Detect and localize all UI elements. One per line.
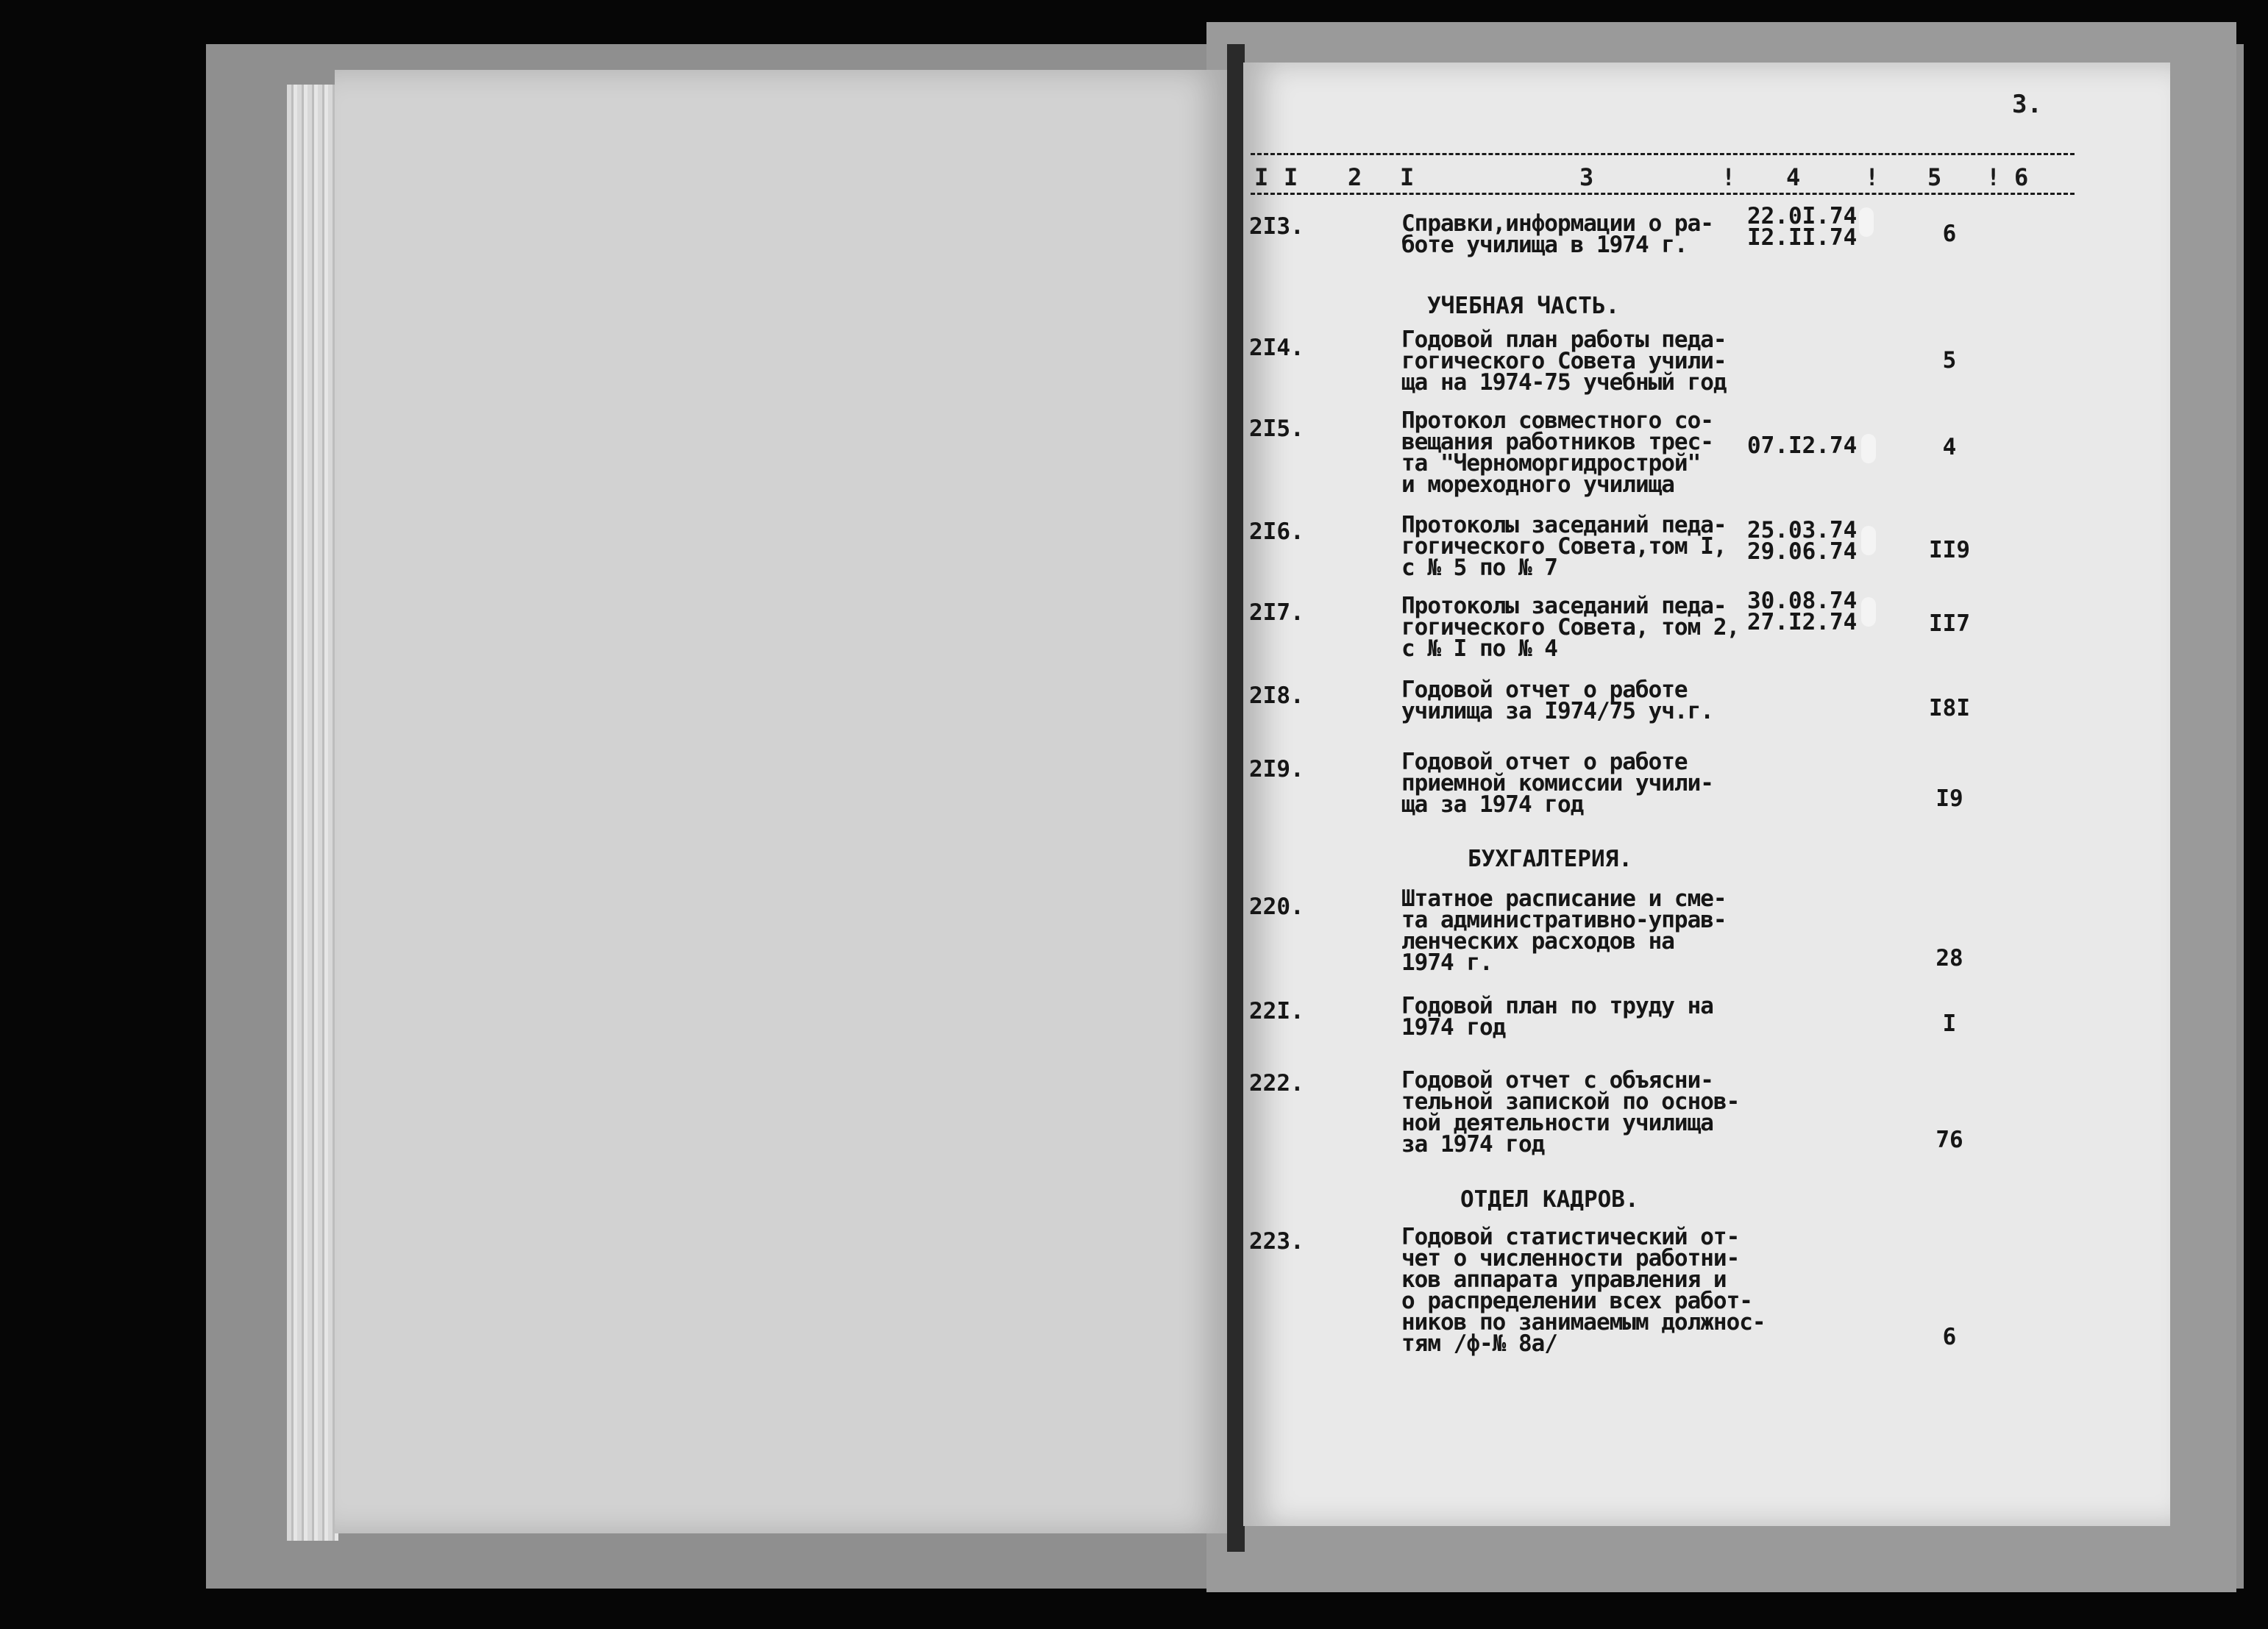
row-number: 220. <box>1249 894 1304 920</box>
row-number: 2I3. <box>1249 213 1304 240</box>
paper-mark <box>1859 207 1874 237</box>
row-title: Годовой отчет с объясни- тельной запиской по основ- ной деятельности училища за 1974 год <box>1401 1067 1740 1158</box>
row-title: Годовой отчет о работе приемной комиссии учили- ща за 1974 год <box>1401 749 1713 818</box>
column-header: ! <box>1986 163 2001 191</box>
row-number: 2I4. <box>1249 335 1304 361</box>
row-dates: 07.I2.74 <box>1747 432 1858 459</box>
book-gutter <box>1227 44 1245 1552</box>
page-number: 3. <box>2012 90 2042 119</box>
column-header: 5 <box>1927 163 1942 191</box>
column-header: I <box>1254 163 1269 191</box>
row-sheets: 76 <box>1935 1127 1963 1153</box>
row-title: Протоколы заседаний педа- гогического Совета,том I, с № 5 по № 7 <box>1401 512 1727 581</box>
column-header: ! <box>1721 163 1736 191</box>
header-rule-top <box>1251 153 2075 155</box>
row-sheets: 28 <box>1935 945 1963 972</box>
row-title: Протокол совместного со- вещания работников трес- та "Черноморгидрострой" и мореходного училища <box>1401 407 1713 498</box>
section-heading: БУХГАЛТЕРИЯ. <box>1468 846 1632 872</box>
paper-mark <box>1861 597 1876 627</box>
column-header: 3 <box>1579 163 1594 191</box>
section-heading: УЧЕБНАЯ ЧАСТЬ. <box>1427 293 1620 319</box>
row-title: Годовой статистический от- чет о численности работни- ков аппарата управления и о распределении всех работ- ников по занимаемым должнос- тям /ф-№ 8а/ <box>1401 1224 1766 1357</box>
column-header: 2 <box>1348 163 1362 191</box>
row-number: 2I6. <box>1249 518 1304 545</box>
column-header: ! <box>1865 163 1880 191</box>
row-number: 223. <box>1249 1228 1304 1255</box>
row-sheets: I <box>1942 1010 1957 1037</box>
row-dates: 25.03.74 29.06.74 <box>1747 517 1858 565</box>
row-title: Протоколы заседаний педа- гогического Совета, том 2, с № I по № 4 <box>1401 593 1740 662</box>
row-number: 2I7. <box>1249 599 1304 626</box>
row-sheets: I9 <box>1935 785 1963 812</box>
row-title: Годовой план по труду на 1974 год <box>1401 993 1713 1041</box>
row-title: Справки,информации о ра- боте училища в 1974 г. <box>1401 210 1713 258</box>
row-number: 222. <box>1249 1070 1304 1097</box>
column-header: 4 <box>1786 163 1801 191</box>
row-sheets: 5 <box>1942 347 1957 374</box>
row-dates: 22.0I.74 I2.II.74 <box>1747 203 1858 251</box>
row-sheets: II9 <box>1929 537 1970 563</box>
row-number: 22I. <box>1249 998 1304 1024</box>
row-sheets: II7 <box>1929 610 1970 637</box>
section-heading: ОТДЕЛ КАДРОВ. <box>1460 1186 1639 1213</box>
row-title: Годовой отчет о работе училища за I974/75 уч.г. <box>1401 677 1713 724</box>
page-edges <box>287 85 338 1541</box>
column-header: I <box>1400 163 1415 191</box>
header-rule-bottom <box>1251 193 2075 195</box>
row-number: 2I9. <box>1249 756 1304 783</box>
paper-mark <box>1861 434 1876 463</box>
row-sheets: 4 <box>1942 434 1957 460</box>
left-page <box>335 70 1229 1533</box>
paper-mark <box>1861 526 1876 555</box>
column-header: I <box>1284 163 1298 191</box>
column-header: 6 <box>2014 163 2029 191</box>
row-sheets: I8I <box>1929 695 1970 721</box>
row-number: 2I5. <box>1249 416 1304 442</box>
row-title: Штатное расписание и сме- та административно-управ- ленческих расходов на 1974 г. <box>1401 885 1727 976</box>
row-sheets: 6 <box>1942 221 1957 247</box>
row-dates: 30.08.74 27.I2.74 <box>1747 588 1858 635</box>
row-number: 2I8. <box>1249 682 1304 709</box>
row-title: Годовой план работы педа- гогического Совета учили- ща на 1974-75 учебный год <box>1401 327 1727 396</box>
row-sheets: 6 <box>1942 1324 1957 1350</box>
